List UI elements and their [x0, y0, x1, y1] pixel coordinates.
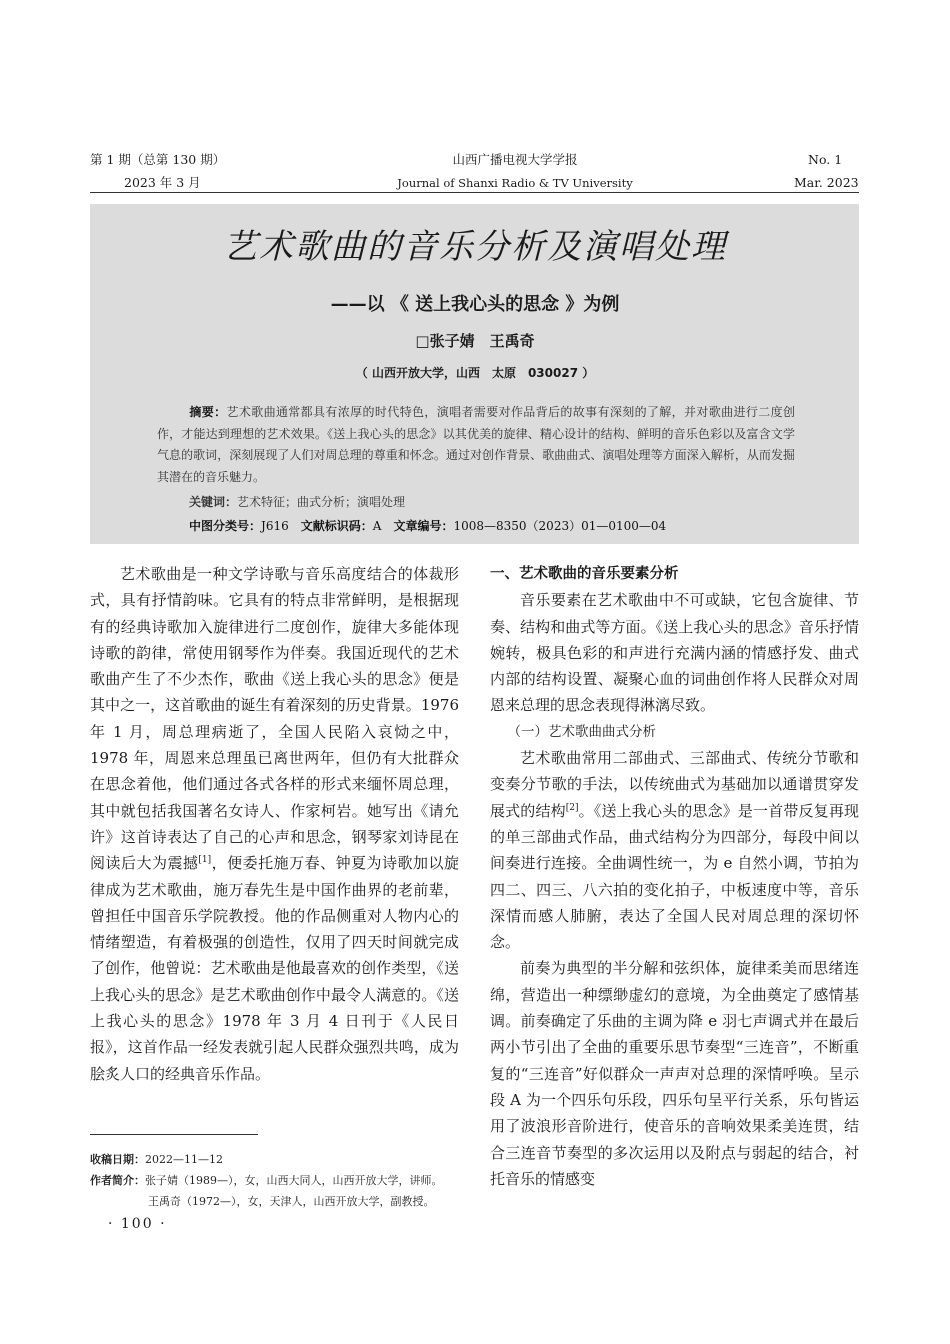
- doc-code-label: 文献标识码：: [300, 519, 373, 533]
- paragraph-text: 艺术歌曲常用二部曲式、三部曲式、传统分节歌和变奏分节歌的手法，以传统曲式为基础加以通谱贯穿发展式的结构: [490, 749, 859, 820]
- article-no-label: 文章编号：: [393, 519, 454, 533]
- journal-name-en: Journal of Shanxi Radio & TV University: [397, 176, 633, 190]
- body-paragraph: [90, 561, 459, 1087]
- clc-value: J616: [261, 519, 289, 533]
- abstract: [157, 402, 795, 488]
- issue-label: 第 1 期（总第 130 期）: [90, 152, 226, 167]
- date-en: Mar. 2023: [794, 175, 859, 190]
- body-paragraph: 前奏为典型的半分解和弦织体，旋律柔美而思绪连绵，营造出一种缥缈虚幻的意境，为全曲奠定了感情基调。前奏确定了乐曲的主调为降 e 羽七声调式并在最后两小节引出了全曲的重要乐思节奏型“三连音”，不断重复的“三连音”好似群众一声声对总理的深情呼唤。呈示段 A 为一个四乐句乐段，四乐句呈平行关系，乐句皆运用了波浪形音阶进行，使音乐的音响效果柔美连贯，结合三连音节奏型的多次运用以及附点与弱起的结合，衬托音乐的情感变: [490, 959, 859, 1188]
- body-paragraph: [490, 745, 859, 955]
- right-column: [490, 561, 859, 1192]
- received-value: 2022—11—12: [145, 1153, 223, 1166]
- paragraph-text: ，便委托施万春、钟夏为诗歌加以旋律成为艺术歌曲，施万春先生是中国作曲界的老前辈，曾担任中国音乐学院教授。他的作品侧重对人物内心的情绪塑造，有着极强的创造性，仅用了四天时间就完成了创作，他曾说：艺术歌曲是他最喜欢的创作类型，《送上我心头的思念》是艺术歌曲创作中最令人满意的。《送上我心头的思念》1978 年 3 月 4 日刊于《人民日报》，这首作品一经发表就引起人民群众强烈共鸣，成为脍炙人口的经典音乐作品。: [90, 854, 459, 1083]
- date-cn: 2023 年 3 月: [124, 175, 201, 190]
- article-title: 艺术歌曲的音乐分析及演唱处理: [223, 227, 727, 267]
- received-date: [90, 1150, 223, 1170]
- keywords-text: 艺术特征；曲式分析；演唱处理: [237, 495, 406, 509]
- author-bio-1: [90, 1171, 443, 1191]
- journal-name-cn: 山西广播电视大学学报: [452, 152, 578, 167]
- author-bio-2: 王禹奇（1972—），女，天津人，山西开放大学，副教授。: [148, 1195, 435, 1208]
- authors: □张子婧 王禹奇: [415, 332, 535, 350]
- body-paragraph: 音乐要素在艺术歌曲中不可或缺，它包含旋律、节奏、结构和曲式等方面。《送上我心头的思念》音乐抒情婉转，极具色彩的和声进行充满内涵的情感抒发、曲式内部的结构设置、凝聚心血的词曲创作将人民群众对周恩来总理的思念表现得淋漓尽致。: [490, 591, 859, 715]
- keywords-label: 关键词：: [189, 495, 238, 509]
- abstract-text: 艺术歌曲通常都具有浓厚的时代特色，演唱者需要对作品背后的故事有深刻的了解，并对歌曲进行二度创作，才能达到理想的艺术效果。《送上我心头的思念》以其优美的旋律、精心设计的结构、鲜明的音乐色彩以及富含文学气息的歌词，深刻展现了人们对周总理的尊重和怀念。通过对创作背景、歌曲曲式、演唱处理等方面深入解析，从而发掘其潜在的音乐魅力。: [157, 405, 795, 484]
- citation-ref: [1]: [198, 855, 212, 866]
- paragraph-text: 艺术歌曲是一种文学诗歌与音乐高度结合的体裁形式，具有抒情韵味。它具有的特点非常鲜明，是根据现有的经典诗歌加入旋律进行二度创作，旋律大多能体现诗歌的韵律，常使用钢琴作为伴奏。我国近现代的艺术歌曲产生了不少杰作，歌曲《送上我心头的思念》便是其中之一，这首歌曲的诞生有着深刻的历史背景。1976 年 1 月，周总理病逝了，全国人民陷入哀恸之中，1978 年，周恩来总理虽已离世两年，但仍有大批群众在思念着他，他们通过各式各样的形式来缅怀周总理，其中就包括我国著名女诗人、作家柯岩。她写出《请允许》这首诗表达了自己的心声和思念，钢琴家刘诗昆在阅读后大为震撼: [90, 565, 459, 873]
- keywords: [189, 492, 405, 512]
- issue-number: No. 1: [808, 152, 843, 167]
- author-bio-text: 张子婧（1989—），女，山西大同人，山西开放大学，讲师。: [145, 1174, 443, 1187]
- author-bio-label: 作者简介：: [90, 1174, 145, 1187]
- affiliation: （ 山西开放大学，山西 太原 030027 ）: [355, 366, 595, 380]
- page-number: · 100 ·: [108, 1216, 167, 1232]
- article-no-value: 1008—8350（2023）01—0100—04: [453, 519, 667, 533]
- doc-code-value: A: [372, 519, 382, 533]
- section-heading: 一、艺术歌曲的音乐要素分析: [490, 566, 679, 582]
- received-label: 收稿日期：: [90, 1153, 145, 1166]
- article-subtitle: ——以 《 送上我心头的思念 》为例: [330, 294, 620, 315]
- citation-ref: [2]: [565, 802, 579, 813]
- left-column: [90, 561, 459, 1087]
- header-rule: [90, 192, 859, 193]
- paragraph-text: 。《送上我心头的思念》是一首带反复再现的单三部曲式作品，曲式结构分为四部分，每段中间以间奏进行连接。全曲调性统一，为 e 自然小调，节拍为四二、四三、八六拍的变化拍子，中板速度中等，音乐深情而感人肺腑，表达了全国人民对周总理的深切怀念。: [490, 801, 859, 952]
- classification: [189, 516, 666, 536]
- clc-label: 中图分类号：: [189, 519, 262, 533]
- abstract-label: 摘要：: [189, 405, 227, 419]
- footnote-rule: [90, 1134, 258, 1135]
- subsection-heading: （一）艺术歌曲曲式分析: [507, 723, 657, 740]
